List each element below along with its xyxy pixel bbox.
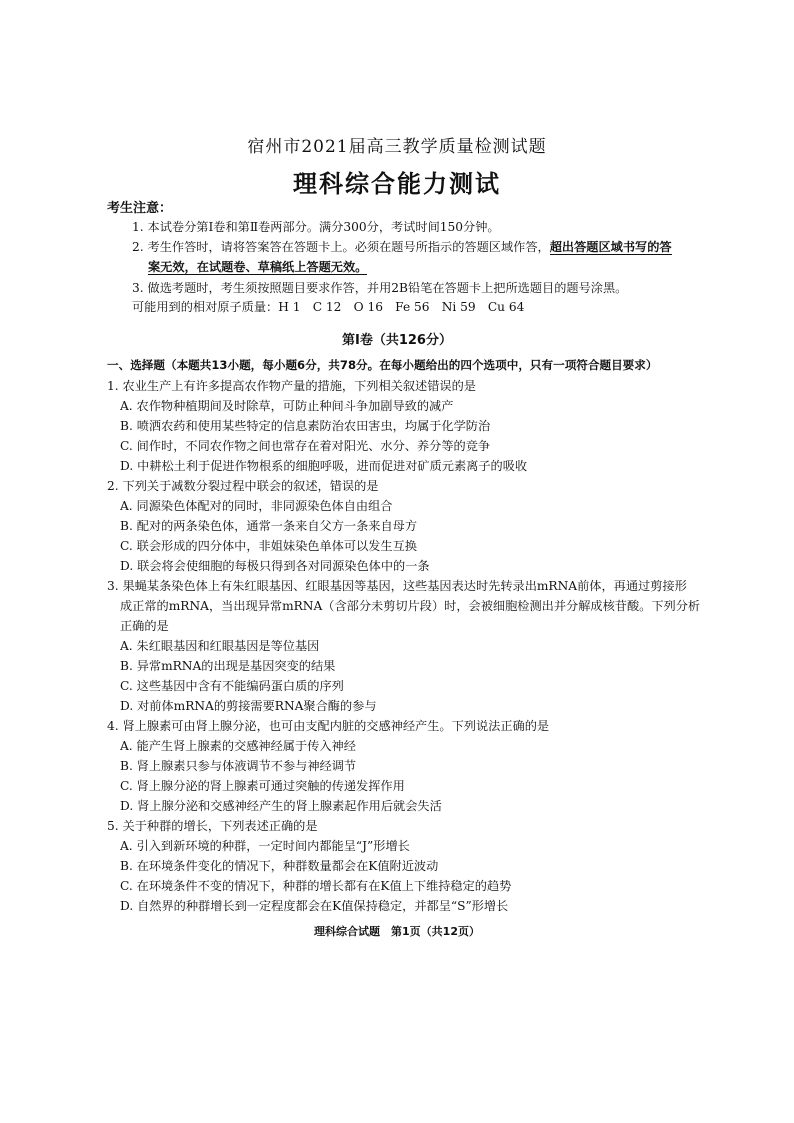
- notice-item-3: 3. 做选考题时，考生须按照题目要求作答，并用2B铅笔在答题卡上把所选题目的题号涂黑。: [132, 281, 628, 295]
- question-3-option-a: A. 朱红眼基因和红眼基因是等位基因: [120, 639, 320, 653]
- question-3-option-c: C. 这些基因中含有不能编码蛋白质的序列: [120, 679, 344, 693]
- question-3-option-d: D. 对前体mRNA的剪接需要RNA聚合酶的参与: [120, 699, 377, 713]
- question-4-option-d: D. 肾上腺分泌和交感神经产生的肾上腺素起作用后就会失活: [120, 799, 442, 813]
- notice-item-2-emphasis: 超出答题区域书写的答: [549, 240, 672, 254]
- question-4-option-c: C. 肾上腺分泌的肾上腺素可通过突触的传递发挥作用: [120, 779, 405, 793]
- question-2-option-a: A. 同源染色体配对的同时，非同源染色体自由组合: [120, 499, 393, 513]
- question-4-option-b: B. 肾上腺素只参与体液调节不参与神经调节: [120, 759, 357, 773]
- question-5-option-a: A. 引入到新环境的种群，一定时间内都能呈“J”形增长: [120, 839, 410, 853]
- question-3-option-b: B. 异常mRNA的出现是基因突变的结果: [120, 659, 336, 673]
- notice-item-2-emphasis-2: 案无效，在试题卷、草稿纸上答题无效。: [148, 260, 368, 274]
- section-instruction: 一、选择题（本题共13小题，每小题6分，共78分。在每小题给出的四个选项中，只有一项符合题目要求）: [107, 358, 658, 372]
- question-5-option-d: D. 自然界的种群增长到一定程度都会在K值保持稳定，并都呈“S”形增长: [120, 899, 509, 913]
- question-5-stem: 5. 关于种群的增长，下列表述正确的是: [107, 819, 318, 833]
- section-title: 第Ⅰ卷（共126分）: [342, 333, 452, 348]
- question-2-option-c: C. 联会形成的四分体中，非姐妹染色单体可以发生互换: [120, 539, 417, 553]
- question-4-option-a: A. 能产生肾上腺素的交感神经属于传入神经: [120, 739, 356, 753]
- question-1-stem: 1. 农业生产上有许多提高农作物产量的措施，下列相关叙述错误的是: [107, 379, 476, 393]
- question-1-option-c: C. 间作时，不同农作物之间也常存在着对阳光、水分、养分等的竞争: [120, 439, 491, 453]
- notice-item-2-continued: [148, 258, 367, 276]
- question-1-option-a: A. 农作物种植期间及时除草，可防止种间斗争加剧导致的减产: [120, 399, 454, 413]
- atomic-masses: 可能用到的相对原子质量：H 1 C 12 O 16 Fe 56 Ni 59 Cu 64: [132, 300, 525, 314]
- question-3-stem-line-2: 成正常的mRNA，当出现异常mRNA（含部分未剪切片段）时，会被细胞检测出并分解成核苷酸。下列分析: [120, 599, 701, 613]
- question-2-option-b: B. 配对的两条染色体，通常一条来自父方一条来自母方: [120, 519, 418, 533]
- notice-item-2: [132, 238, 672, 256]
- notice-item-2-text: 2. 考生作答时，请将答案答在答题卡上。必须在题号所指示的答题区域作答，: [132, 240, 550, 254]
- exam-subtitle: 理科综合能力测试: [293, 170, 501, 198]
- question-4-stem: 4. 肾上腺素可由肾上腺分泌，也可由支配内脏的交感神经产生。下列说法正确的是: [107, 719, 550, 733]
- question-5-option-b: B. 在环境条件变化的情况下，种群数量都会在K值附近波动: [120, 859, 439, 873]
- page-footer: 理科综合试题 第1页（共12页）: [314, 925, 480, 938]
- exam-title: 宿州市2021届高三教学质量检测试题: [247, 137, 547, 157]
- question-2-option-d: D. 联会将会使细胞的每极只得到各对同源染色体中的一条: [120, 559, 430, 573]
- question-5-option-c: C. 在环境条件不变的情况下，种群的增长都有在K值上下维持稳定的趋势: [120, 879, 512, 893]
- notice-item-1: 1. 本试卷分第Ⅰ卷和第Ⅱ卷两部分。满分300分，考试时间150分钟。: [132, 220, 500, 234]
- question-3-stem-line-1: 3. 果蝇某条染色体上有朱红眼基因、红眼基因等基因，这些基因表达时先转录出mRNA前体，再通过剪接形: [107, 579, 687, 593]
- question-2-stem: 2. 下列关于减数分裂过程中联会的叙述，错误的是: [107, 479, 379, 493]
- question-1-option-d: D. 中耕松土利于促进作物根系的细胞呼吸，进而促进对矿质元素离子的吸收: [120, 459, 528, 473]
- question-3-stem-line-3: 正确的是: [120, 619, 169, 633]
- question-1-option-b: B. 喷洒农药和使用某些特定的信息素防治农田害虫，均属于化学防治: [120, 419, 491, 433]
- notice-heading: 考生注意：: [107, 201, 173, 216]
